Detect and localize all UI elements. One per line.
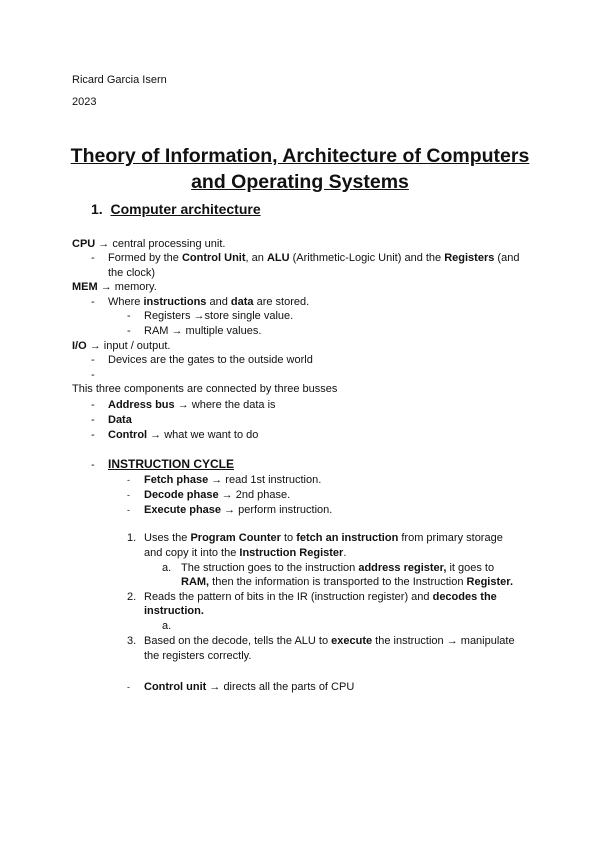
step-1-sub-line-1: The struction goes to the instruction address register, it goes to — [181, 562, 495, 574]
cpu-term: CPU — [72, 238, 96, 250]
step-3-line-1: Based on the decode, tells the ALU to execute the instruction → manipulate — [144, 635, 515, 647]
step-3-number: 3. — [127, 635, 137, 647]
step-2-sub-number: a. — [162, 620, 172, 632]
step-2-number: 2. — [127, 591, 137, 603]
bullet-dash: - — [91, 252, 95, 264]
step-2-line-1: Reads the pattern of bits in the IR (instruction register) and decodes the — [144, 591, 497, 603]
cpu-def: → central processing unit. — [95, 238, 226, 250]
io-term: I/O — [72, 340, 87, 352]
bus-control: Control → what we want to do — [108, 429, 259, 441]
step-1-number: 1. — [127, 532, 137, 544]
section-label: Computer architecture — [110, 201, 261, 217]
bullet-dash: - — [91, 459, 95, 471]
bullet-dash: - — [91, 414, 95, 426]
cpu-detail-line-1: Formed by the Control Unit, an ALU (Arithmetic-Logic Unit) and the Registers (and — [108, 252, 520, 264]
mem-detail-line: Where instructions and data are stored. — [108, 296, 310, 308]
bullet-dash: - — [91, 296, 95, 308]
bullet-dash: - — [91, 429, 95, 441]
mem-def: → memory. — [97, 281, 157, 293]
control-unit-line: Control unit → directs all the parts of CPU — [144, 681, 355, 693]
step-1-sub-number: a. — [162, 562, 172, 574]
bus-data: Data — [108, 414, 132, 426]
fetch-phase: Fetch phase → read 1st instruction. — [144, 474, 322, 486]
page-title-line-1: Theory of Information, Architecture of Computers — [70, 145, 530, 167]
page-title-line-2: and Operating Systems — [191, 171, 409, 193]
cpu-detail-line-2: the clock) — [108, 267, 156, 279]
bullet-dash: - — [127, 682, 130, 692]
bullet-dash: - — [91, 369, 95, 381]
bullet-dash: - — [127, 325, 131, 337]
io-def: → input / output. — [86, 340, 171, 352]
decode-phase: Decode phase → 2nd phase. — [144, 489, 291, 501]
mem-sub-ram: RAM → multiple values. — [144, 325, 262, 337]
mem-term: MEM — [72, 281, 98, 293]
bullet-dash: - — [91, 399, 95, 411]
step-2-line-2: instruction. — [144, 605, 204, 617]
io-detail-line: Devices are the gates to the outside world — [108, 354, 313, 366]
author-name: Ricard Garcia Isern — [72, 74, 167, 86]
section-number: 1. — [91, 201, 103, 217]
busses-intro: This three components are connected by three busses — [72, 383, 338, 395]
instruction-cycle-heading: INSTRUCTION CYCLE — [108, 457, 234, 471]
cpu-definition — [72, 237, 225, 251]
step-1-line-1: Uses the Program Counter to fetch an instruction from primary storage — [144, 532, 503, 544]
execute-phase: Execute phase → perform instruction. — [144, 504, 333, 516]
bullet-dash: - — [127, 505, 130, 515]
section-heading — [91, 202, 261, 216]
year: 2023 — [72, 96, 97, 108]
io-definition — [72, 339, 170, 353]
step-1-line-2: and copy it into the Instruction Register. — [144, 547, 347, 559]
bullet-dash: - — [127, 490, 130, 500]
step-1-sub-line-2: RAM, then the information is transported to the Instruction Register. — [181, 576, 513, 588]
step-3-line-2: the registers correctly. — [144, 650, 252, 662]
bus-address: Address bus → where the data is — [108, 399, 276, 411]
bullet-dash: - — [91, 354, 95, 366]
bullet-dash: - — [127, 475, 130, 485]
mem-sub-registers: Registers →store single value. — [144, 310, 294, 322]
bullet-dash: - — [127, 310, 131, 322]
mem-definition — [72, 280, 157, 294]
